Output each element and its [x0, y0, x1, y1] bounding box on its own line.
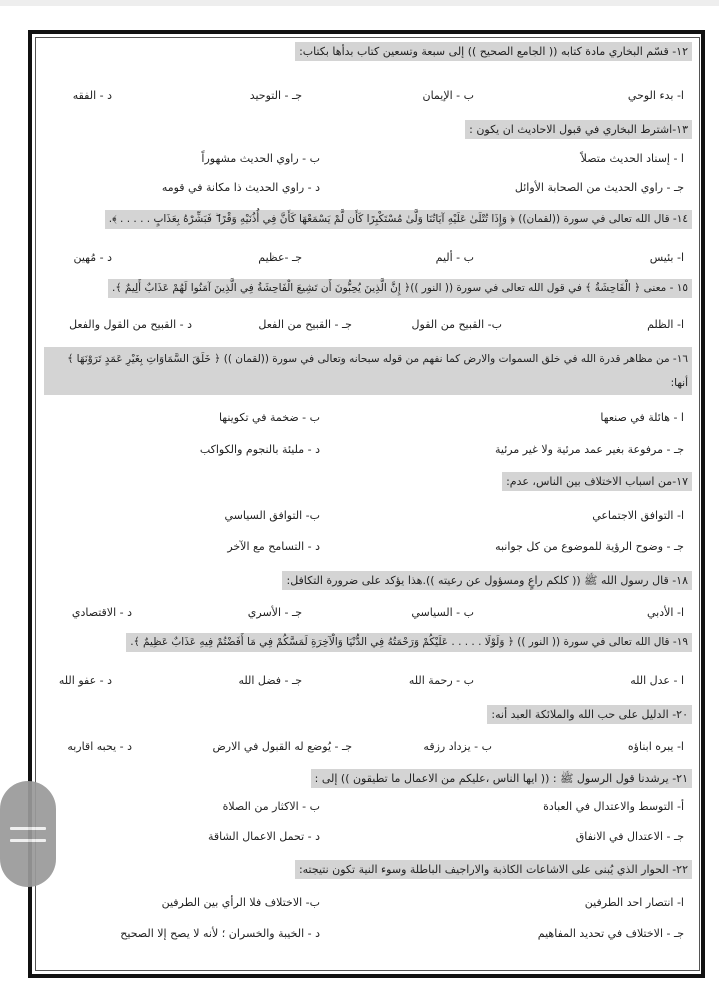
option-a: ا- التوافق الاجتماعي	[592, 509, 684, 522]
option-a: ا- بدء الوحي	[627, 89, 684, 102]
option-a: ا- الأدبي	[647, 606, 684, 619]
option-c: جـ - راوي الحديث من الصحابة الأوائل	[514, 181, 684, 194]
option-b: ب - الإيمان	[422, 89, 474, 102]
option-b: ب - أليم	[435, 251, 474, 264]
option-b: ب - رحمة الله	[408, 674, 474, 687]
option-d: د - الاقتصادي	[71, 606, 132, 619]
option-c: جـ - التوحيد	[249, 89, 302, 102]
option-d: د - يحبه اقاربه	[67, 740, 132, 753]
option-d: د - مُهين	[73, 251, 112, 264]
option-c: جـ - فضل الله	[238, 674, 302, 687]
option-a: ا - هائلة في صنعها	[600, 411, 684, 424]
option-d: د - التسامح مع الآخر	[227, 540, 320, 553]
option-b: ب - يزداد رزقه	[423, 740, 492, 753]
question-22: ٢٢- الحوار الذي يُبنى على الاشاعات الكاذبة والاراجيف الباطلة وسوء النية تكون نتيجته:	[295, 860, 692, 879]
option-b: ب- القبيح من القول	[411, 318, 502, 331]
option-b: ب- التوافق السياسي	[224, 509, 320, 522]
option-a: ا- يبره ابناؤه	[627, 740, 684, 753]
question-13: ١٣-اشترط البخاري في قبول الاحاديث ان يكون :	[465, 120, 692, 139]
option-a: ا - إسناد الحديث متصلاً	[580, 152, 684, 165]
option-c: جـ - الاختلاف في تحديد المفاهيم	[537, 927, 684, 940]
question-12: ١٢- قسّم البخاري مادة كتابه (( الجامع الصحيح )) إلى سبعة وتسعين كتاب بدأها بكتاب:	[295, 42, 692, 61]
option-c: جـ - وضوح الرؤية للموضوع من كل جوانبه	[495, 540, 684, 553]
option-c: جـ - الاعتدال في الانفاق	[575, 830, 684, 843]
option-a: ا- بئيس	[649, 251, 684, 264]
option-b: ب - راوي الحديث مشهوراً	[201, 152, 320, 165]
option-a: أ- التوسط والاعتدال في العبادة	[543, 800, 684, 813]
question-20: ٢٠- الدليل على حب الله والملائكة العبد أنه:	[487, 705, 692, 724]
question-16: ١٦- من مظاهر قدرة الله في خلق السموات والارض كما نفهم من قوله سبحانه وتعالى في سورة ((لقمان )) ﴿ خَلَقَ السَّمَاوَاتِ بِغَيْرِ عَمَدٍ تَرَوْنَهَا ﴾ أنها:	[44, 347, 692, 395]
option-c: جـ - القبيح من الفعل	[258, 318, 352, 331]
option-a: ا- الظلم	[647, 318, 684, 331]
option-b: ب - ضخمة في تكوينها	[218, 411, 320, 424]
option-d: د - القبيح من القول والفعل	[69, 318, 192, 331]
option-b: ب - الاكثار من الصلاة	[222, 800, 320, 813]
viewer-top-bar	[0, 0, 719, 6]
question-18: ١٨- قال رسول الله ﷺ (( كلكم راعٍ ومسؤول عن رعيته )).هذا يؤكد على ضرورة التكافل:	[282, 571, 692, 590]
option-c: جـ - يُوضع له القبول في الارض	[212, 740, 352, 753]
side-drag-handle[interactable]	[0, 781, 56, 887]
option-c: جـ -عظيم	[258, 251, 302, 264]
option-d: د - الفقه	[72, 89, 112, 102]
question-14: ١٤- قال الله تعالى في سورة ((لقمان)) ﴿ وَإِذَا تُتْلَىٰ عَلَيْهِ آيَاتُنَا وَلَّىٰ مُسْتَكْبِرًا كَأَن لَّمْ يَسْمَعْهَا كَأَنَّ فِي أُذُنَيْهِ وَقْرًا ۖ فَبَشِّرْهُ بِعَذَابٍ . . . . . ﴾.	[105, 210, 692, 229]
option-d: د - تحمل الاعمال الشاقة	[207, 830, 320, 843]
option-a: ا - عدل الله	[630, 674, 684, 687]
question-17: ١٧-من اسباب الاختلاف بين الناس، عدم:	[502, 472, 692, 491]
option-d: د - مليئة بالنجوم والكواكب	[199, 443, 320, 456]
option-c: جـ - الأسري	[247, 606, 302, 619]
question-15: ١٥ - معنى ﴿ الْفَاحِشَةُ ﴾ في قول الله تعالى في سورة (( النور ))﴿ إِنَّ الَّذِينَ يُحِبُّونَ أَن تَشِيعَ الْفَاحِشَةُ فِي الَّذِينَ آمَنُوا لَهُمْ عَذَابٌ أَلِيمٌ ﴾.	[108, 279, 692, 298]
option-a: ا- انتصار احد الطرفين	[584, 896, 684, 909]
option-c: جـ - مرفوعة بغير عمد مرئية ولا غير مرئية	[495, 443, 684, 456]
option-d: د - راوي الحديث ذا مكانة في قومه	[161, 181, 320, 194]
question-19: ١٩- قال الله تعالى في سورة (( النور )) ﴿ وَلَوْلَا . . . . . عَلَيْكُمْ وَرَحْمَتُهُ فِي الدُّنْيَا وَالْآخِرَةِ لَمَسَّكُمْ فِي مَا أَفَضْتُمْ فِيهِ عَذَابٌ عَظِيمٌ ﴾.	[126, 633, 692, 652]
option-b: ب- الاختلاف فلا الرأي بين الطرفين	[161, 896, 320, 909]
option-d: د - الخيبة والخسران ؛ لأنه لا يصح إلا الصحيح	[120, 927, 320, 940]
option-d: د - عفو الله	[58, 674, 112, 687]
question-21: ٢١- يرشدنا قول الرسول ﷺ : (( ايها الناس ،عليكم من الاعمال ما تطيقون )) إلى :	[311, 769, 692, 788]
option-b: ب - السياسي	[411, 606, 474, 619]
